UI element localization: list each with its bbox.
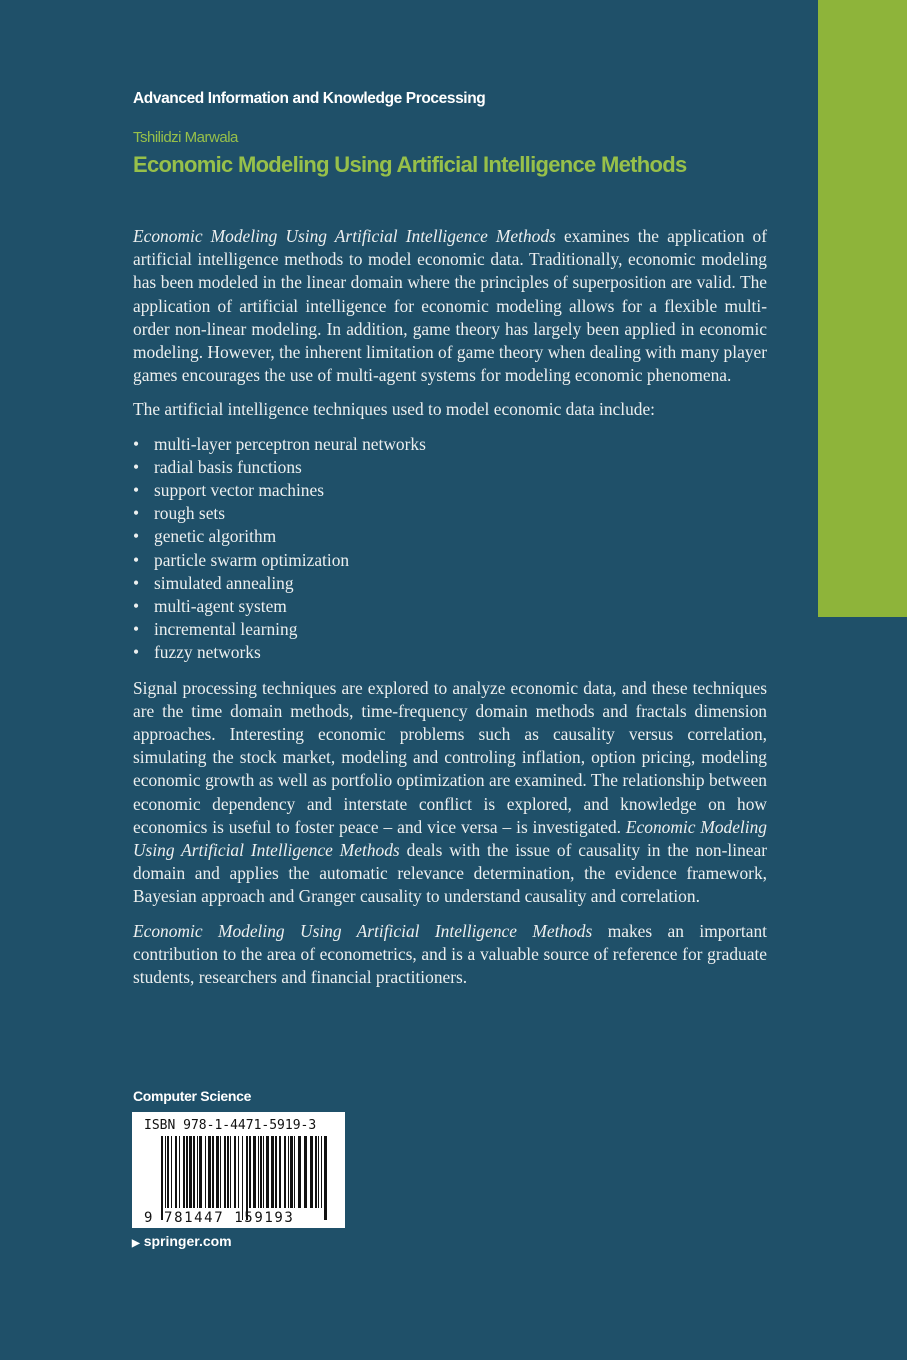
italic-title: Economic Modeling Using Artificial Intelligence Methods xyxy=(133,816,767,861)
isbn-barcode xyxy=(132,1112,345,1228)
barcode-bar xyxy=(171,1136,172,1208)
techniques-list xyxy=(133,433,767,665)
barcode-bar xyxy=(271,1136,274,1208)
barcode-bar xyxy=(294,1136,295,1208)
technique-item: • rough sets xyxy=(133,502,767,525)
barcode-bar xyxy=(298,1136,301,1208)
website-text: springer.com xyxy=(143,1233,232,1249)
italic-title: Economic Modeling Using Artificial Intelligence Methods xyxy=(133,226,556,246)
barcode-bar xyxy=(263,1136,264,1208)
barcode-bar xyxy=(220,1136,221,1208)
technique-item: • simulated annealing xyxy=(133,572,767,595)
barcode-bar xyxy=(234,1136,236,1208)
technique-item: • fuzzy networks xyxy=(133,641,767,664)
series-name: Advanced Information and Knowledge Processing xyxy=(133,90,486,107)
barcode-bar xyxy=(304,1136,307,1208)
barcode-bar xyxy=(224,1136,226,1208)
barcode-bar xyxy=(175,1136,177,1208)
barcode-bar xyxy=(242,1136,243,1220)
barcode-bar xyxy=(258,1136,259,1208)
technique-item: • genetic algorithm xyxy=(133,525,767,548)
barcode-bar xyxy=(186,1136,188,1208)
barcode-bar xyxy=(165,1136,166,1208)
barcode-bar xyxy=(253,1136,256,1208)
barcode-bar xyxy=(199,1136,202,1208)
paragraph-intro xyxy=(133,225,767,387)
technique-item: • multi-layer perceptron neural networks xyxy=(133,433,767,456)
paragraph-conclusion xyxy=(133,920,767,990)
barcode-bar xyxy=(208,1136,211,1208)
technique-item: • radial basis functions xyxy=(133,456,767,479)
barcode-bar xyxy=(212,1136,214,1208)
technique-item: • support vector machines xyxy=(133,479,767,502)
barcode-bar xyxy=(315,1136,317,1208)
barcode-bar xyxy=(275,1136,277,1208)
barcode-bar xyxy=(266,1136,269,1208)
technique-item: • multi-agent system xyxy=(133,595,767,618)
category-label: Computer Science xyxy=(133,1088,252,1104)
isbn-text: ISBN 978-1-4471-5919-3 xyxy=(144,1118,317,1133)
barcode-bar xyxy=(167,1136,169,1208)
green-accent-bar xyxy=(818,0,907,617)
technique-item: • particle swarm optimization xyxy=(133,549,767,572)
barcode-bar xyxy=(193,1136,195,1208)
barcode-bar xyxy=(279,1136,281,1208)
barcode-bar xyxy=(324,1136,327,1220)
technique-item: • incremental learning xyxy=(133,618,767,641)
barcode-bar xyxy=(216,1136,219,1208)
barcode-bar xyxy=(189,1136,192,1208)
barcode-bar xyxy=(197,1136,198,1208)
barcode-bar xyxy=(260,1136,262,1208)
description xyxy=(133,225,767,1000)
barcode-bar xyxy=(290,1136,293,1208)
paragraph-signal xyxy=(133,677,767,909)
barcode-bar xyxy=(288,1136,289,1208)
barcode-bar xyxy=(310,1136,313,1208)
barcode-bar xyxy=(183,1136,185,1208)
publisher-website[interactable] xyxy=(132,1233,232,1249)
barcode-bar xyxy=(249,1136,251,1208)
barcode-bar xyxy=(230,1136,231,1208)
paragraph-text: examines the application of artificial intelligence methods to model economic data. Traditionally, economic modeling has been modeled in the linear domain where the principles of superposition are valid. The application of artificial intelligence for economic modeling allows for a flexible multi-order non-linear modeling. In addition, game theory has largely been applied in economic modeling. However, the inherent limitation of game theory when dealing with many player games encourages the use of multi-agent systems for modeling economic phenomena. xyxy=(133,226,767,386)
barcode-bar xyxy=(179,1136,180,1208)
book-title: Economic Modeling Using Artificial Intelligence Methods xyxy=(133,152,687,177)
barcode-bar xyxy=(227,1136,229,1208)
author-name: Tshilidzi Marwala xyxy=(133,129,238,146)
arrow-right-icon: ▶ xyxy=(132,1238,140,1249)
paragraph-text: deals with the issue of causality in the non-linear domain and applies the automatic relevance determination, the evidence framework, Bayesian approach and Granger causality to understand causality and correlation. xyxy=(133,840,767,907)
paragraph-techniques-intro: The artificial intelligence techniques used to model economic data include: xyxy=(133,399,656,420)
barcode-bar xyxy=(321,1136,322,1208)
barcode-bar xyxy=(161,1136,163,1220)
barcode-bar xyxy=(205,1136,206,1208)
barcode-bar xyxy=(284,1136,286,1208)
barcode-digits: 9 781447 159193 xyxy=(144,1210,295,1226)
paragraph-text: makes an important contribution to the area of econometrics, and is a valuable source of reference for graduate students, researchers and financial practitioners. xyxy=(133,920,767,988)
barcode-bar xyxy=(246,1136,248,1220)
paragraph-text: Signal processing techniques are explored to analyze economic data, and these techniques are the time domain methods, time-frequency domain methods and fractals dimension approaches. Interesting economic problems such as causality versus correlation, simulating the stock market, modeling and controling inflation, option pricing, modeling economic growth as well as portfolio optimization are examined. The relationship between economic dependency and interstate conflict is explored, and knowledge on how economics is useful to foster peace – and vice versa – is investigated. xyxy=(133,677,767,837)
italic-title: Economic Modeling Using Artificial Intelligence Methods xyxy=(133,920,593,941)
barcode-bar xyxy=(318,1136,319,1208)
barcode-bar xyxy=(238,1136,239,1208)
